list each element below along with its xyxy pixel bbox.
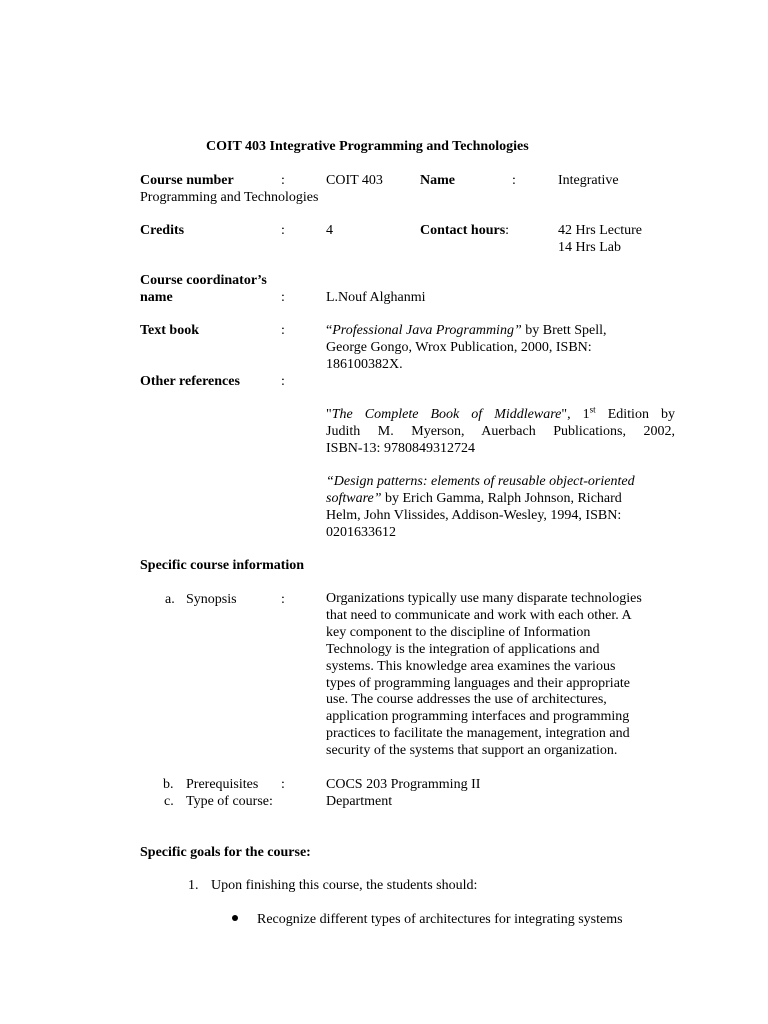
course-type-value: Department [326,794,393,809]
synopsis-line: types of programming languages and their appropriate [326,675,631,691]
colon: : [281,323,285,338]
colon: : [281,223,285,238]
reference-1-line-1: "The Complete Book of Middleware", 1st Edition by [326,404,675,422]
goal-bullet-1: Recognize different types of architectures for integrating systems [257,912,623,927]
list-marker: c. [164,794,174,809]
coordinator-label-continued: name [140,290,173,305]
name-label: Name [420,173,455,188]
reference-1-line-2: Judith M. Myerson, Auerbach Publications, 2002, [326,424,675,439]
contact-hours-label: Contact hours: [420,223,510,238]
synopsis-line: key component to the discipline of Information [326,624,591,640]
colon: : [512,173,516,188]
bullet-icon [232,915,238,921]
coordinator-value: L.Nouf Alghanmi [326,290,426,305]
reference-2-line-2: software” by Erich Gamma, Ralph Johnson, Richard [326,491,622,506]
synopsis-line: security of the systems that support an organization. [326,743,618,759]
synopsis-line: systems. This knowledge area examines the various [326,658,616,674]
colon: : [281,374,285,389]
course-number-value: COIT 403 [326,173,383,188]
list-marker: b. [163,777,174,792]
contact-hours-lecture: 42 Hrs Lecture [558,223,642,238]
synopsis-line: practices to facilitate the management, integration and [326,726,630,742]
synopsis-line: Organizations typically use many disparate technologies [326,591,642,606]
goal-item-1: Upon finishing this course, the students should: [211,878,478,893]
colon: : [281,777,285,792]
prerequisites-label: Prerequisites [186,777,259,792]
synopsis-line: Technology is the integration of applications and [326,641,600,657]
name-value: Integrative [558,173,619,188]
contact-hours-lab: 14 Hrs Lab [558,240,621,255]
credits-value: 4 [326,223,333,238]
reference-2-line-3: Helm, John Vlissides, Addison-Wesley, 1994, ISBN: [326,508,622,523]
textbook-line-3: 186100382X. [326,357,403,372]
other-references-label: Other references [140,374,240,389]
page-title: COIT 403 Integrative Programming and Technologies [206,139,529,154]
coordinator-label: Course coordinator’s [140,273,267,288]
synopsis-line: use. The course addresses the use of architectures, [326,692,607,708]
textbook-label: Text book [140,323,200,338]
reference-1-line-3: ISBN-13: 9780849312724 [326,441,475,456]
course-type-label: Type of course: [186,794,273,809]
textbook-line-2: George Gongo, Wrox Publication, 2000, ISBN: [326,340,592,355]
section-heading-course-info: Specific course information [140,558,305,573]
list-marker: a. [165,592,175,607]
synopsis-line: application programming interfaces and programming [326,709,630,725]
list-marker: 1. [188,878,199,893]
reference-2-line-1: “Design patterns: elements of reusable object-oriented [326,474,635,489]
credits-label: Credits [140,223,185,238]
prerequisites-value: COCS 203 Programming II [326,777,481,792]
colon: : [281,592,285,607]
synopsis-line: that need to communicate and work with each other. A [326,607,632,623]
synopsis-label: Synopsis [186,592,237,607]
reference-2-line-4: 0201633612 [326,525,396,540]
textbook-line-1: “Professional Java Programming” by Brett Spell, [326,323,607,338]
colon: : [281,290,285,305]
section-heading-goals: Specific goals for the course: [140,845,311,860]
name-value-continued: Programming and Technologies [140,190,319,205]
colon: : [281,173,285,188]
course-number-label: Course number [140,173,234,188]
synopsis-text [326,591,642,760]
